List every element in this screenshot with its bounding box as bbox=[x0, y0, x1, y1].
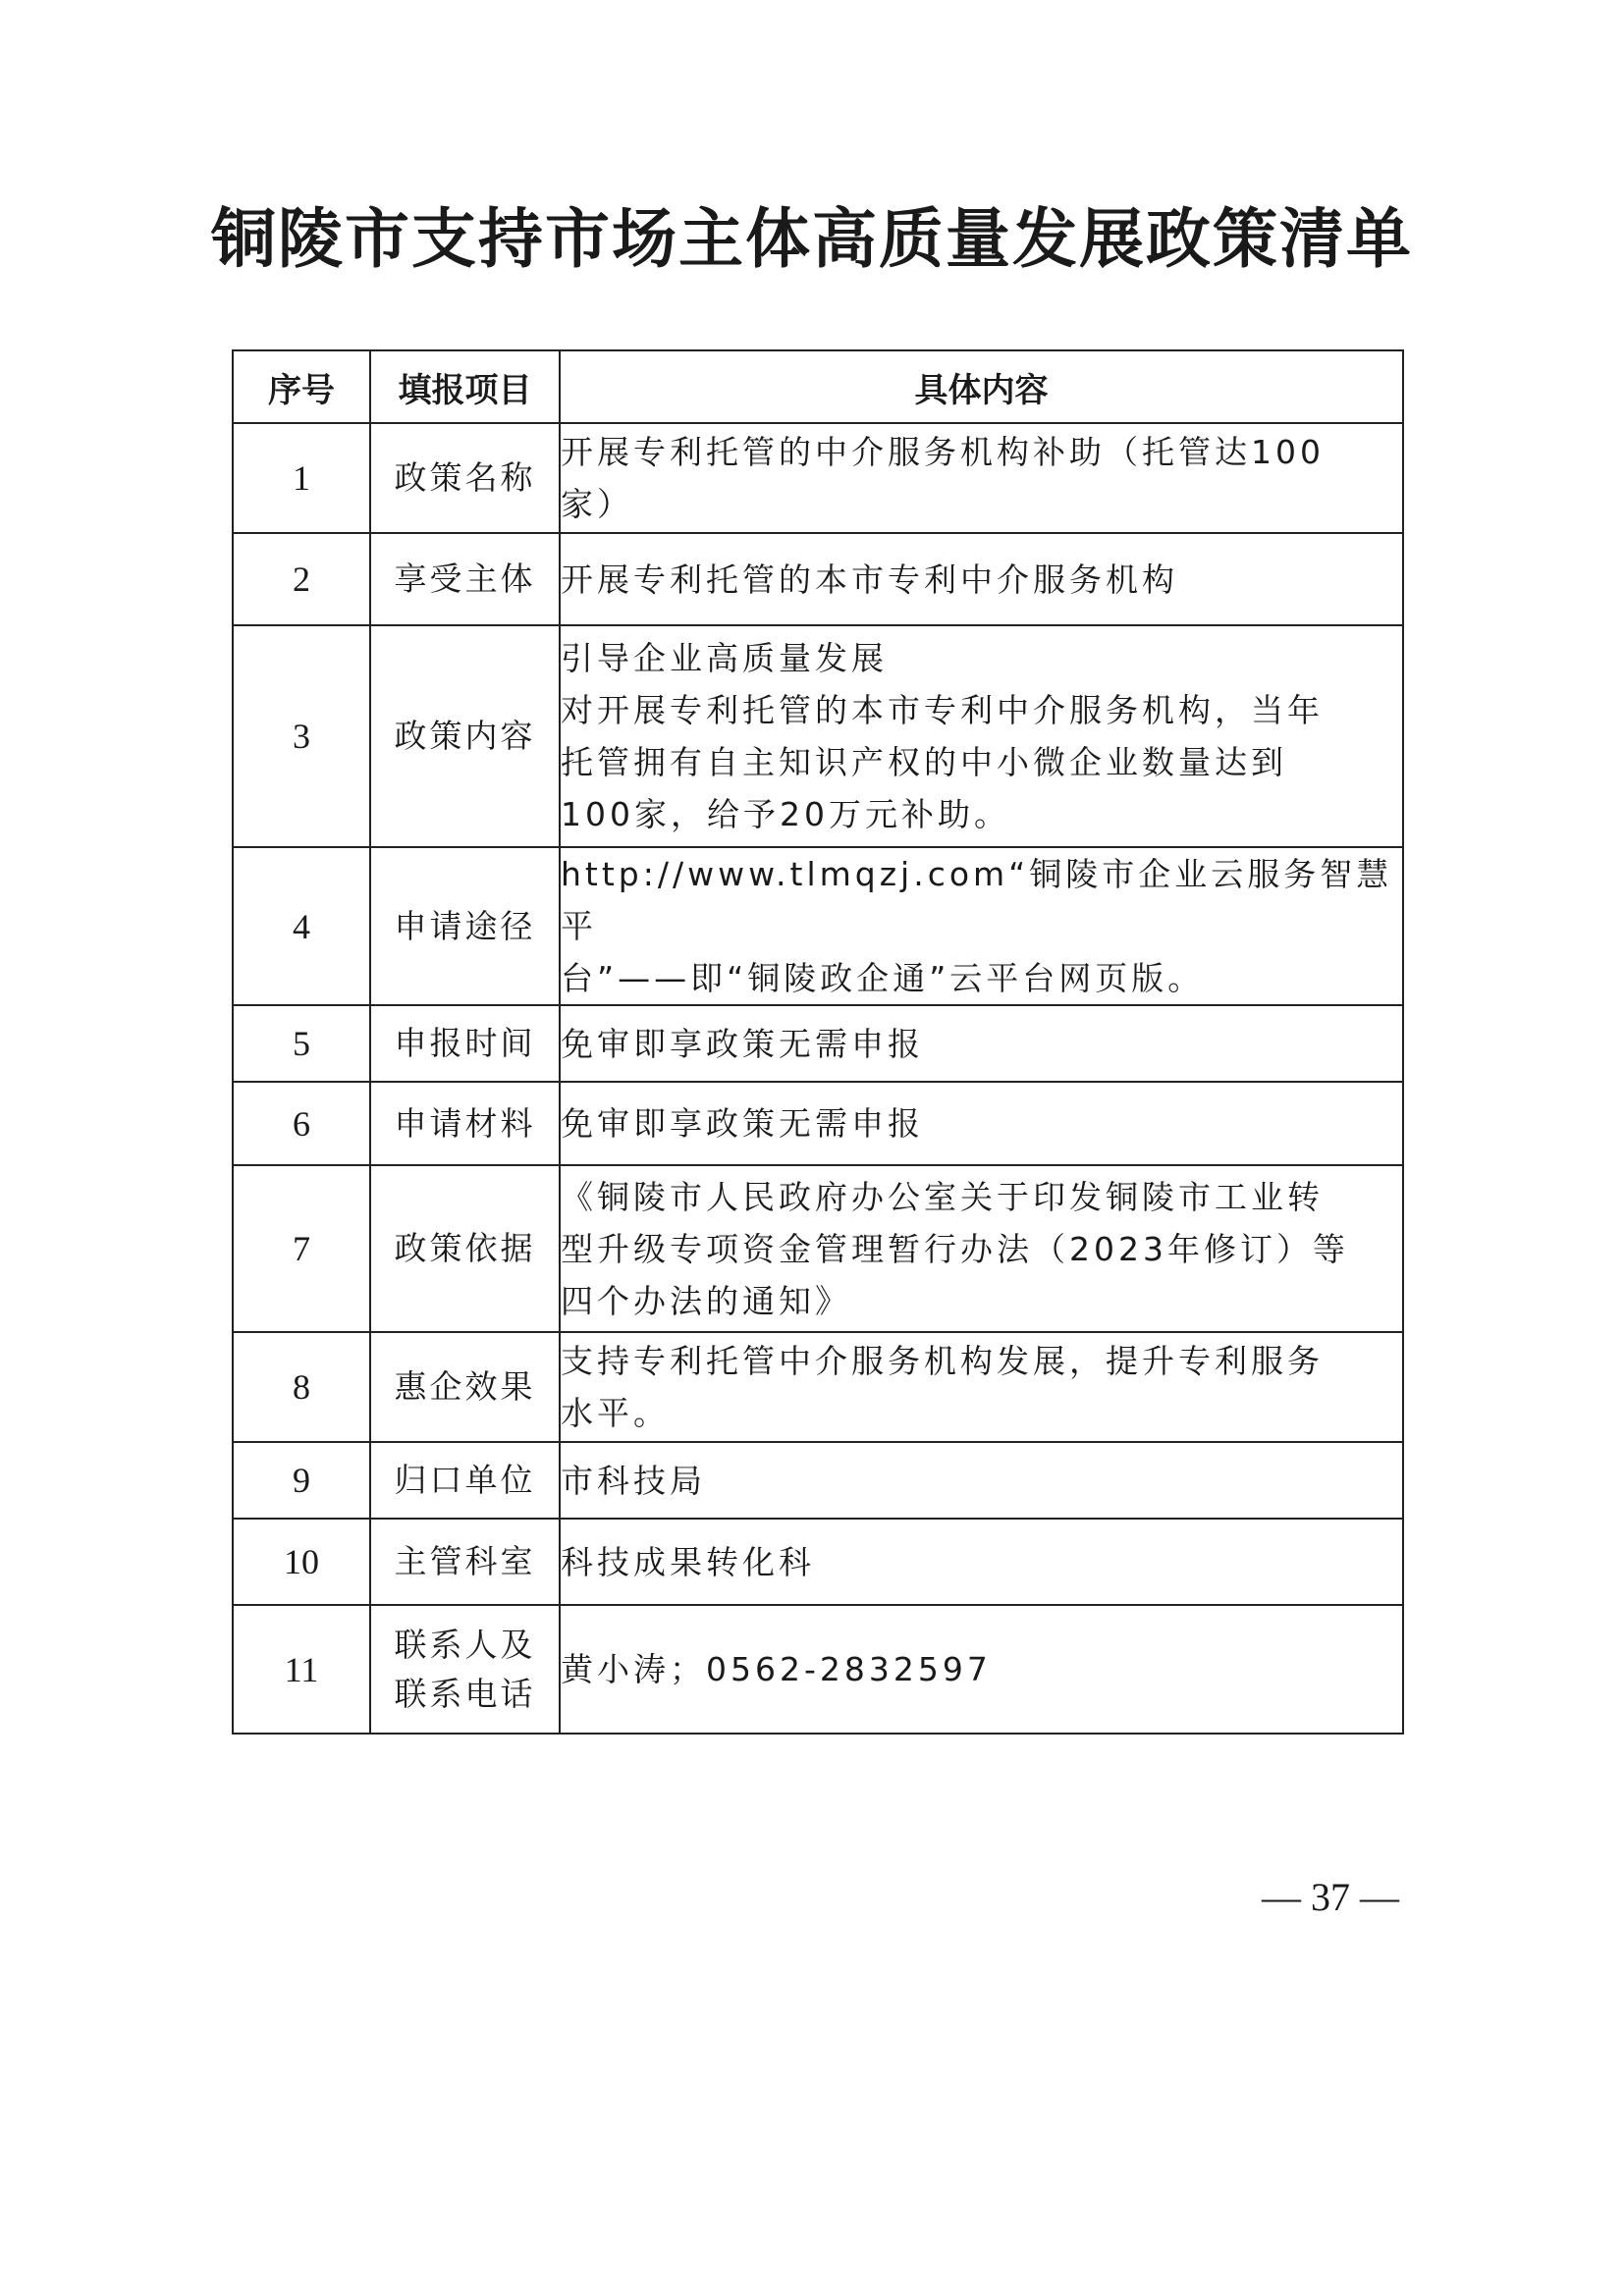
row-item-line: 联系电话 bbox=[394, 1674, 536, 1713]
row-content bbox=[560, 1442, 1403, 1519]
table-row bbox=[233, 847, 1403, 1005]
table-row bbox=[233, 1165, 1403, 1332]
table-row bbox=[233, 533, 1403, 625]
row-index: 11 bbox=[233, 1605, 370, 1734]
row-content bbox=[560, 423, 1403, 533]
row-content-line: 100家，给予20万元补助。 bbox=[561, 795, 1010, 833]
table-body bbox=[233, 423, 1403, 1734]
row-index: 4 bbox=[233, 847, 370, 1005]
row-content bbox=[560, 1005, 1403, 1082]
row-content bbox=[560, 533, 1403, 625]
row-content-line: 家） bbox=[561, 485, 633, 523]
header-index: 序号 bbox=[233, 350, 370, 423]
row-index: 5 bbox=[233, 1005, 370, 1082]
row-item: 政策内容 bbox=[370, 625, 560, 847]
row-content-line: 《铜陵市人民政府办公室关于印发铜陵市工业转 bbox=[561, 1177, 1324, 1216]
header-content: 具体内容 bbox=[560, 350, 1403, 423]
row-item bbox=[370, 1605, 560, 1734]
row-content-line: 四个办法的通知》 bbox=[561, 1281, 851, 1320]
table-row bbox=[233, 1332, 1403, 1442]
table-row bbox=[233, 625, 1403, 847]
header-item: 填报项目 bbox=[370, 350, 560, 423]
page-number: — 37 — bbox=[1262, 1875, 1399, 1919]
row-content-line: 开展专利托管的中介服务机构补助（托管达100 bbox=[561, 433, 1325, 471]
table-header-row bbox=[233, 350, 1403, 423]
row-content-line: 台”——即“铜陵政企通”云平台网页版。 bbox=[561, 959, 1205, 997]
row-index: 6 bbox=[233, 1082, 370, 1165]
row-content-line: 水平。 bbox=[561, 1394, 670, 1432]
row-content-line: 对开展专利托管的本市专利中介服务机构，当年 bbox=[561, 691, 1324, 729]
row-item: 归口单位 bbox=[370, 1442, 560, 1519]
row-content-line: http://www.tlmqzj.com“铜陵市企业云服务智慧平 bbox=[561, 855, 1393, 945]
row-item: 申报时间 bbox=[370, 1005, 560, 1082]
row-content bbox=[560, 1082, 1403, 1165]
policy-table bbox=[232, 349, 1404, 1735]
table-row bbox=[233, 1082, 1403, 1165]
row-index: 1 bbox=[233, 423, 370, 533]
page-title: 铜陵市支持市场主体高质量发展政策清单 bbox=[211, 200, 1413, 277]
row-content-line: 黄小涛；0562-2832597 bbox=[561, 1650, 992, 1688]
row-index: 8 bbox=[233, 1332, 370, 1442]
row-content-line: 市科技局 bbox=[561, 1461, 706, 1500]
row-item: 主管科室 bbox=[370, 1519, 560, 1605]
row-item-line: 联系人及 bbox=[394, 1625, 536, 1664]
table-row bbox=[233, 1005, 1403, 1082]
row-content bbox=[560, 1605, 1403, 1734]
row-item: 申请途径 bbox=[370, 847, 560, 1005]
table-row bbox=[233, 1605, 1403, 1734]
row-content-line: 支持专利托管中介服务机构发展，提升专利服务 bbox=[561, 1342, 1324, 1380]
table-row bbox=[233, 423, 1403, 533]
row-index: 3 bbox=[233, 625, 370, 847]
row-content-line: 托管拥有自主知识产权的中小微企业数量达到 bbox=[561, 743, 1287, 781]
row-item: 政策依据 bbox=[370, 1165, 560, 1332]
row-index: 2 bbox=[233, 533, 370, 625]
row-content-line: 免审即享政策无需申报 bbox=[561, 1104, 924, 1143]
row-item: 申请材料 bbox=[370, 1082, 560, 1165]
row-content bbox=[560, 1165, 1403, 1332]
row-item: 政策名称 bbox=[370, 423, 560, 533]
row-content bbox=[560, 847, 1403, 1005]
row-content bbox=[560, 625, 1403, 847]
row-content-line: 开展专利托管的本市专利中介服务机构 bbox=[561, 560, 1178, 599]
row-content-line: 免审即享政策无需申报 bbox=[561, 1024, 924, 1063]
row-content-line: 引导企业高质量发展 bbox=[561, 639, 888, 677]
row-index: 7 bbox=[233, 1165, 370, 1332]
table-row bbox=[233, 1442, 1403, 1519]
row-item: 惠企效果 bbox=[370, 1332, 560, 1442]
row-index: 9 bbox=[233, 1442, 370, 1519]
row-content bbox=[560, 1332, 1403, 1442]
table-row bbox=[233, 1519, 1403, 1605]
row-content bbox=[560, 1519, 1403, 1605]
row-content-line: 型升级专项资金管理暂行办法（2023年修订）等 bbox=[561, 1229, 1349, 1268]
row-content-line: 科技成果转化科 bbox=[561, 1542, 815, 1581]
row-index: 10 bbox=[233, 1519, 370, 1605]
row-item: 享受主体 bbox=[370, 533, 560, 625]
